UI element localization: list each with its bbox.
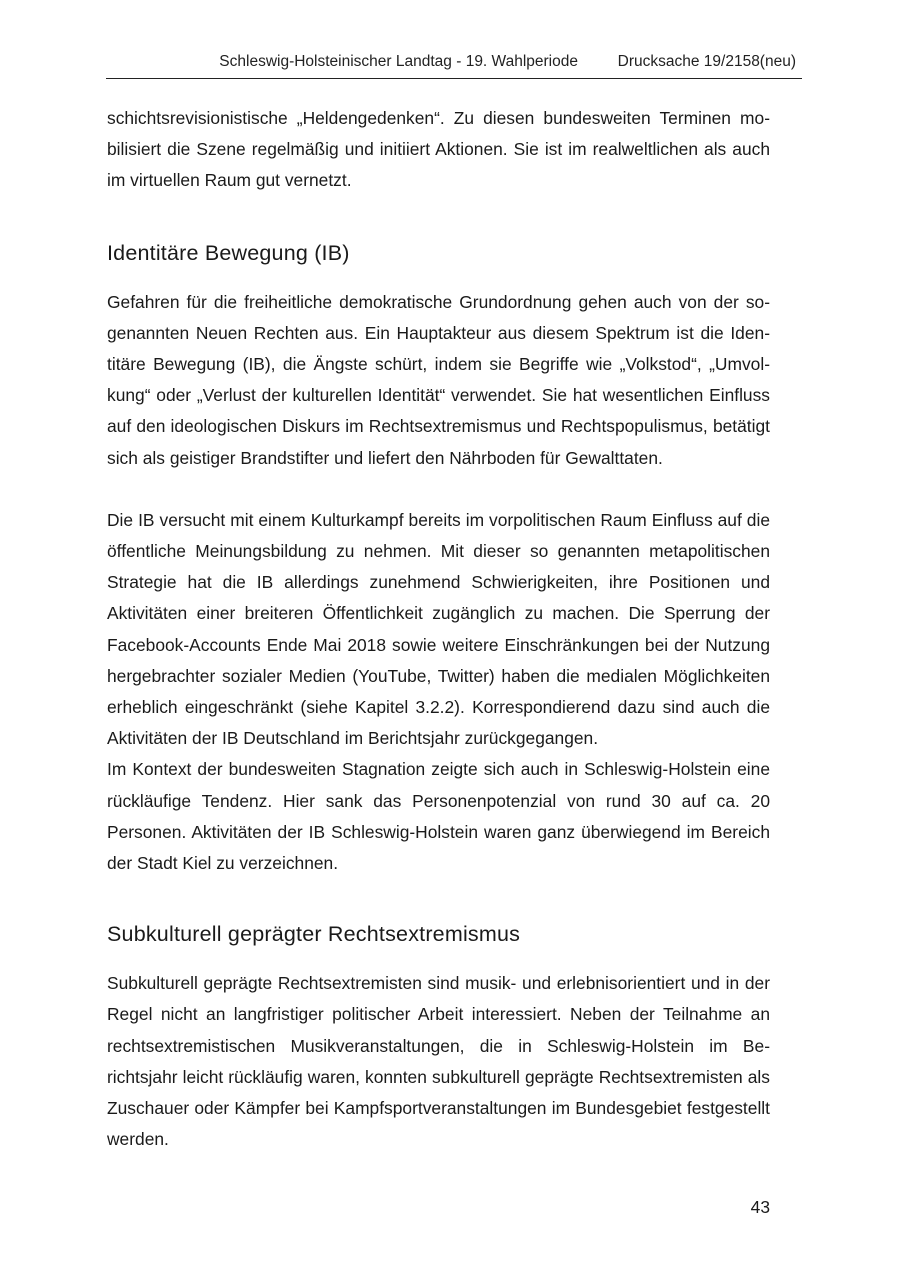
section-heading-subkultur: Subkulturell geprägter Rechtsextremismus xyxy=(107,922,521,947)
header-document-number: Drucksache 19/2158(neu) xyxy=(617,53,796,70)
subkultur-paragraph-1: Subkulturell geprägte Rechtsextremisten sind musik- und erlebnisorientiert und in der Regel nicht an langfristiger politischer Arbeit interessiert. Neben der Teilnahme an rechtsextremistischen Musikveranstaltungen, die in Schleswig-Holstein im Berichtsjahr leicht rückläufig waren, konnten subkulturell geprägte Rechtsextremisten als Zuschauer oder Kämpfer bei Kampfsportveranstaltungen im Bundesgebiet festgestellt werden. xyxy=(107,973,770,1150)
header-parliament-title: Schleswig-Holsteinischer Landtag - 19. Wahlperiode xyxy=(219,53,578,70)
page-header xyxy=(106,50,802,79)
ib-paragraph-2: Die IB versucht mit einem Kulturkampf bereits im vorpolitischen Raum Einfluss auf die öffentliche Meinungsbildung zu nehmen. Mit dieser so genannten metapolitischen Strategie hat die IB allerdings zunehmend Schwierigkeiten, ihre Positionen und Aktivitäten einer breiteren Öffentlichkeit zugänglich zu machen. Die Sperrung der Facebook-Accounts Ende Mai 2018 sowie weitere Einschränkungen bei der Nutzung hergebrachter sozialer Medien (YouTube, Twitter) haben die medialen Möglichkeiten erheblich eingeschränkt (siehe Kapitel 3.2.2). Korrespondierend dazu sind auch die Aktivitäten der IB Deutschland im Berichtsjahr zurückgegangen. xyxy=(107,509,770,749)
page-number: 43 xyxy=(750,1197,770,1217)
section-heading-identitaere-bewegung: Identitäre Bewegung (IB) xyxy=(107,240,350,265)
ib-paragraph-1: Gefahren für die freiheitliche demokratische Grundordnung gehen auch von der sogenannten Neuen Rechten aus. Ein Hauptakteur aus diesem Spektrum ist die Identitäre Bewegung (IB), die Ängste schürt, indem sie Begriffe wie „Volkstod“, „Umvolkung“ oder „Verlust der kulturellen Identität“ verwendet. Sie hat wesentlichen Einfluss auf den ideologischen Diskurs im Rechtsextremismus und Rechtspopulismus, betätigt sich als geistiger Brandstifter und liefert den Nährboden für Gewalttaten. xyxy=(107,291,770,468)
ib-paragraph-3: Im Kontext der bundesweiten Stagnation zeigte sich auch in Schleswig-Holstein eine rückläufige Tendenz. Hier sank das Personenpotenzial von rund 30 auf ca. 20 Personen. Aktivitäten der IB Schleswig-Holstein waren ganz überwiegend im Bereich der Stadt Kiel zu verzeichnen. xyxy=(107,759,770,874)
page-body xyxy=(107,103,770,1155)
intro-paragraph: schichtsrevisionistische „Heldengedenken“. Zu diesen bundesweiten Terminen mobilisiert die Szene regelmäßig und initiiert Aktionen. Sie ist im realweltlichen als auch im virtuellen Raum gut vernetzt. xyxy=(107,108,770,191)
